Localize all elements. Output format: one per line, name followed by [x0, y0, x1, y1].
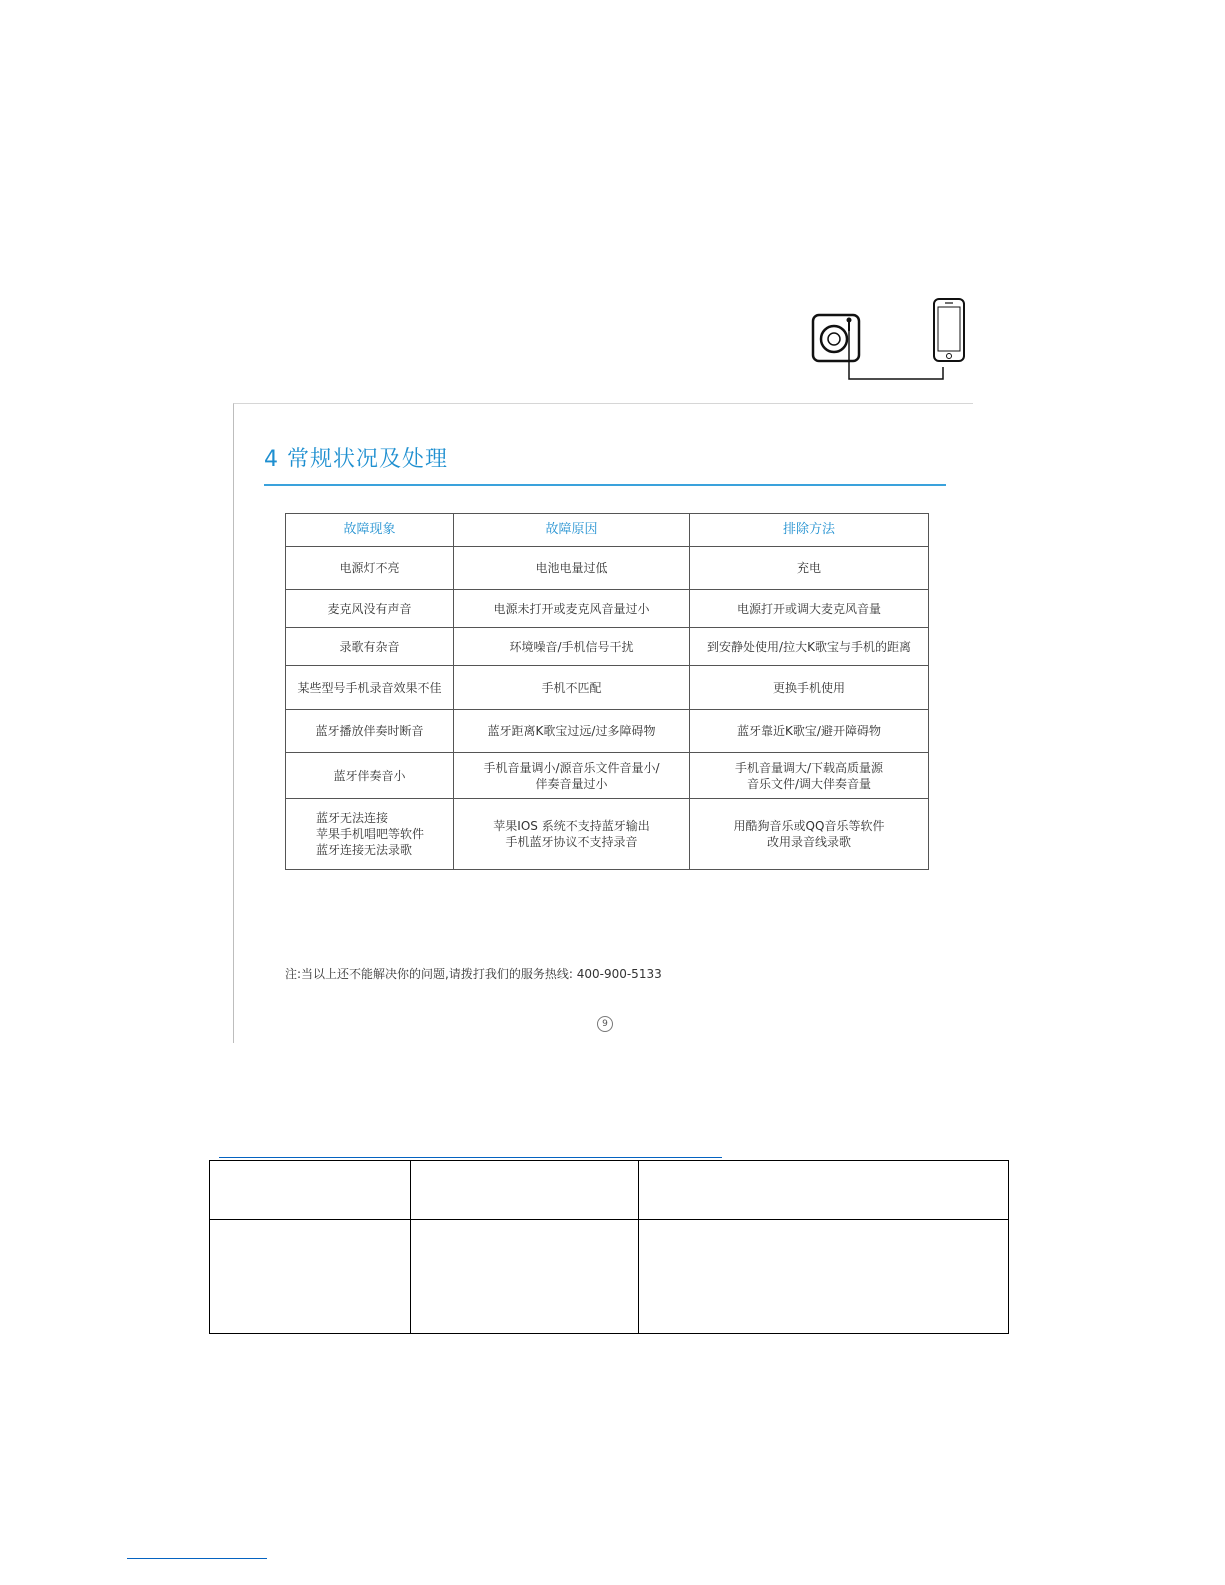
- solution-cell: 电源打开或调大麦克风音量: [690, 590, 929, 628]
- column-header-solution: 排除方法: [690, 514, 929, 547]
- table-cell: [210, 1161, 411, 1220]
- table-row: [286, 547, 929, 590]
- symptom-cell: 蓝牙播放伴奏时断音: [286, 710, 454, 753]
- cause-cell: 手机音量调小/源音乐文件音量小/ 伴奏音量过小: [454, 753, 690, 799]
- cause-cell: 环境噪音/手机信号干扰: [454, 628, 690, 666]
- page-number: 9: [597, 1016, 613, 1032]
- table-row: [210, 1220, 1009, 1334]
- section-title: 4 常规状况及处理: [264, 447, 448, 472]
- solution-cell: 用酷狗音乐或QQ音乐等软件 改用录音线录歌: [690, 799, 929, 870]
- hyperlink-underline-bottom[interactable]: [127, 1558, 267, 1559]
- table-row: [286, 628, 929, 666]
- audio-cable-icon: [849, 321, 943, 379]
- symptom-cell: 蓝牙伴奏音小: [286, 753, 454, 799]
- solution-cell: 充电: [690, 547, 929, 590]
- symptom-cell: 某些型号手机录音效果不佳: [286, 666, 454, 710]
- title-divider: [264, 484, 946, 486]
- column-header-symptom: 故障现象: [286, 514, 454, 547]
- symptom-cell: 麦克风没有声音: [286, 590, 454, 628]
- table-cell: [639, 1220, 1009, 1334]
- solution-cell: 手机音量调大/下载高质量源 音乐文件/调大伴奏音量: [690, 753, 929, 799]
- cause-cell: 蓝牙距离K歌宝过远/过多障碍物: [454, 710, 690, 753]
- table-cell: [411, 1161, 639, 1220]
- table-row: [286, 753, 929, 799]
- device-connection-illustration: [805, 295, 980, 395]
- manual-page-image: [233, 403, 973, 1043]
- cause-cell: 手机不匹配: [454, 666, 690, 710]
- cause-cell: 电源未打开或麦克风音量过小: [454, 590, 690, 628]
- symptom-cell: 录歌有杂音: [286, 628, 454, 666]
- empty-table: [209, 1160, 1009, 1334]
- table-row: [286, 799, 929, 870]
- table-row: [210, 1161, 1009, 1220]
- symptom-cell: 电源灯不亮: [286, 547, 454, 590]
- column-header-cause: 故障原因: [454, 514, 690, 547]
- solution-cell: 更换手机使用: [690, 666, 929, 710]
- cause-cell: 电池电量过低: [454, 547, 690, 590]
- symptom-cell: 蓝牙无法连接 苹果手机唱吧等软件 蓝牙连接无法录歌: [286, 799, 454, 870]
- smartphone-icon: [934, 299, 964, 361]
- cause-cell: 苹果IOS 系统不支持蓝牙输出 手机蓝牙协议不支持录音: [454, 799, 690, 870]
- service-hotline-note: 注:当以上还不能解决你的问题,请拨打我们的服务热线: 400-900-5133: [285, 967, 662, 981]
- karaoke-device-icon: [813, 315, 859, 361]
- table-cell: [411, 1220, 639, 1334]
- hyperlink-underline[interactable]: [219, 1157, 722, 1158]
- table-cell: [210, 1220, 411, 1334]
- table-row: [286, 590, 929, 628]
- solution-cell: 蓝牙靠近K歌宝/避开障碍物: [690, 710, 929, 753]
- table-row: [286, 710, 929, 753]
- table-cell: [639, 1161, 1009, 1220]
- solution-cell: 到安静处使用/拉大K歌宝与手机的距离: [690, 628, 929, 666]
- table-row: [286, 666, 929, 710]
- troubleshooting-table: [285, 513, 929, 870]
